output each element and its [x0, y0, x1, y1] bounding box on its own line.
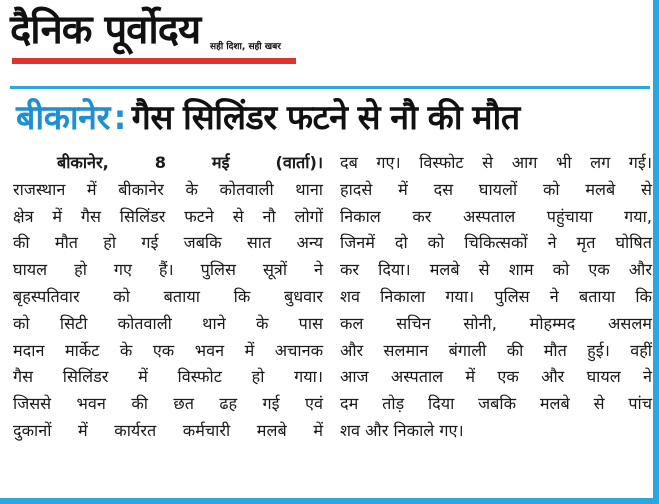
article-line: को सिटी कोतवाली थाने के पास	[13, 313, 323, 333]
headline-main: गैस सिलिंडर फटने से नौ की मौत	[131, 98, 520, 138]
article-line: मदान मार्केट के एक भवन में अचानक	[13, 340, 323, 360]
article-line: कर दिया। मलबे से शाम को एक और	[340, 260, 652, 280]
article-line: दम तोड़ दिया जबकि मलबे से पांच	[340, 394, 652, 414]
headline-place: बीकानेर	[16, 98, 110, 138]
article-line: क्षेत्र में गैस सिलिंडर फटने से नौ लोगों	[13, 206, 323, 226]
masthead	[10, 2, 310, 72]
article-line: बृहस्पतिवार को बताया कि बुधवार	[13, 286, 323, 306]
article-column-left	[13, 150, 323, 445]
article-dateline: बीकानेर, 8 मई (वार्ता)।	[57, 153, 323, 172]
article-line: आज अस्पताल में एक और घायल ने	[340, 367, 652, 387]
article-column-right	[340, 150, 652, 445]
article-line: गैस सिलिंडर में विस्फोट हो गया।	[13, 367, 323, 387]
article-line: दुकानों में कार्यरत कर्मचारी मलबे में	[13, 420, 323, 440]
article-line: घायल हो गए हैं। पुलिस सूत्रों ने	[13, 260, 323, 280]
masthead-red-bar	[12, 58, 296, 64]
article-line: जिनमें दो को चिकित्सकों ने मृत घोषित	[340, 233, 652, 253]
masthead-tagline: सही दिशा, सही खबर	[210, 42, 281, 52]
headline	[10, 86, 650, 151]
article-line: शव निकाला गया। पुलिस ने बताया कि	[340, 286, 652, 306]
article-line: हादसे में दस घायलों को मलबे से	[340, 179, 652, 199]
article-line: दब गए। विस्फोट से आग भी लग गई।	[340, 153, 652, 172]
article-line: जिससे भवन की छत ढह गई एवं	[13, 394, 323, 414]
article-line: निकाल कर अस्पताल पहुंचाया गया,	[340, 206, 652, 226]
masthead-title: दैनिक पूर्वोदय	[10, 7, 201, 53]
article-line: कल सचिन सोनी, मोहम्मद असलम	[340, 313, 652, 333]
headline-separator: :	[113, 98, 126, 138]
article-line: और सलमान बंगाली की मौत हुई। वहीं	[340, 340, 652, 360]
article-line: की मौत हो गई जबकि सात अन्य	[13, 233, 323, 253]
article-line-last: शव और निकाले गए।	[340, 420, 464, 440]
headline-text	[16, 91, 520, 145]
article-line: राजस्थान में बीकानेर के कोतवाली थाना	[13, 179, 323, 199]
